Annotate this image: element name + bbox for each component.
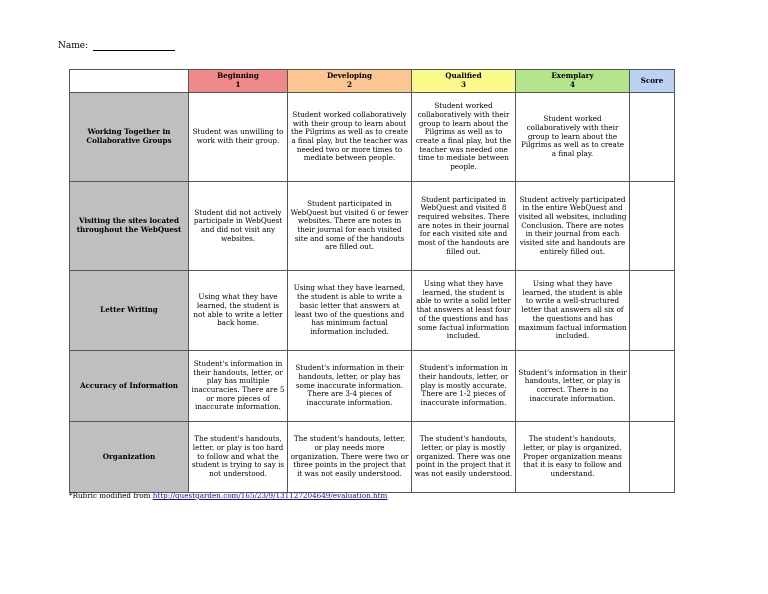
score-cell[interactable] bbox=[630, 182, 675, 271]
qualified-cell: Student participated in WebQuest and visited 8 required websites. There are notes in their journal for each visited site and most of the handouts are filled out. bbox=[412, 182, 516, 271]
footnote bbox=[69, 491, 387, 500]
table-row bbox=[70, 422, 675, 493]
qualified-cell: Student's information in their handouts, letter, or play is mostly accurate. There are 1-2 pieces of inaccurate information. bbox=[412, 351, 516, 422]
beginning-cell: Student's information in their handouts, letter, or play has multiple inaccuracies. There are 5 or more pieces of inaccurate information. bbox=[189, 351, 288, 422]
criterion-cell: Organization bbox=[70, 422, 189, 493]
criterion-cell: Letter Writing bbox=[70, 271, 189, 351]
header-beginning bbox=[189, 70, 288, 93]
beginning-cell: Using what they have learned, the student is not able to write a letter back home. bbox=[189, 271, 288, 351]
header-qualified bbox=[412, 70, 516, 93]
exemplary-cell: Student's information in their handouts, letter, or play is correct. There is no inaccurate information. bbox=[516, 351, 630, 422]
header-score bbox=[630, 70, 675, 93]
exemplary-cell: Student actively participated in the entire WebQuest and visited all websites, including Conclusion. There are notes in their journal from each visited site and handouts are entirely filled out. bbox=[516, 182, 630, 271]
header-exemplary-label: Exemplary bbox=[551, 71, 594, 81]
criterion-cell: Working Together in Collaborative Groups bbox=[70, 93, 189, 182]
exemplary-cell: Student worked collaboratively with their group to learn about the Pilgrims as well as to create a final play. bbox=[516, 93, 630, 182]
source-link[interactable]: http://questgarden.com/165/23/9/131127204649/evaluation.htm bbox=[152, 491, 388, 500]
table-row bbox=[70, 182, 675, 271]
score-cell[interactable] bbox=[630, 351, 675, 422]
qualified-cell: Using what they have learned, the student is able to write a solid letter that answers at least four of the questions and has some factual information included. bbox=[412, 271, 516, 351]
exemplary-cell: Using what they have learned, the student is able to write a well-structured letter that answers all six of the questions and has maximum factual information included. bbox=[516, 271, 630, 351]
beginning-cell: Student was unwilling to work with their group. bbox=[189, 93, 288, 182]
header-beginning-num: 1 bbox=[235, 80, 241, 89]
developing-cell: Student worked collaboratively with their group to learn about the Pilgrims as well as to create a final play, but the teacher was needed two or more times to mediate between people. bbox=[288, 93, 412, 182]
header-row bbox=[70, 70, 675, 93]
header-exemplary-num: 4 bbox=[569, 80, 575, 89]
header-beginning-label: Beginning bbox=[217, 71, 259, 81]
developing-cell: Using what they have learned, the student is able to write a basic letter that answers at least two of the questions and has minimum factual information included. bbox=[288, 271, 412, 351]
score-cell[interactable] bbox=[630, 93, 675, 182]
name-blank bbox=[93, 41, 175, 51]
header-corner bbox=[70, 70, 189, 93]
score-cell[interactable] bbox=[630, 422, 675, 493]
developing-cell: Student participated in WebQuest but visited 6 or fewer websites. There are notes in their journal for each visited site and some of the handouts are filled out. bbox=[288, 182, 412, 271]
header-developing bbox=[288, 70, 412, 93]
qualified-cell: The student's handouts, letter, or play is mostly organized. There was one point in the project that it was not easily understood. bbox=[412, 422, 516, 493]
score-cell[interactable] bbox=[630, 271, 675, 351]
header-developing-num: 2 bbox=[346, 80, 352, 89]
beginning-cell: The student's handouts, letter, or play is too hard to follow and what the student is trying to say is not understood. bbox=[189, 422, 288, 493]
table-row bbox=[70, 351, 675, 422]
qualified-cell: Student worked collaboratively with their group to learn about the Pilgrims as well as to create a final play, but the teacher was needed one time to mediate between people. bbox=[412, 93, 516, 182]
developing-cell: The student's handouts, letter, or play needs more organization. There were two or three points in the project that it was not easily understood. bbox=[288, 422, 412, 493]
beginning-cell: Student did not actively participate in WebQuest and did not visit any websites. bbox=[189, 182, 288, 271]
table-row bbox=[70, 271, 675, 351]
header-qualified-label: Qualified bbox=[445, 71, 482, 81]
name-label: Name: bbox=[58, 41, 89, 51]
table-row bbox=[70, 93, 675, 182]
exemplary-cell: The student's handouts, letter, or play is organized. Proper organization means that it is easy to follow and understand. bbox=[516, 422, 630, 493]
developing-cell: Student's information in their handouts, letter, or play has some inaccurate information. There are 3-4 pieces of inaccurate information. bbox=[288, 351, 412, 422]
name-line bbox=[58, 41, 175, 51]
criterion-cell: Accuracy of Information bbox=[70, 351, 189, 422]
rubric-table bbox=[69, 69, 675, 493]
footnote-prefix: *Rubric modified from bbox=[69, 491, 153, 500]
header-score-label: Score bbox=[640, 75, 664, 85]
header-developing-label: Developing bbox=[326, 71, 373, 81]
criterion-cell: Visiting the sites located throughout the WebQuest bbox=[70, 182, 189, 271]
header-exemplary bbox=[516, 70, 630, 93]
header-qualified-num: 3 bbox=[460, 80, 466, 89]
